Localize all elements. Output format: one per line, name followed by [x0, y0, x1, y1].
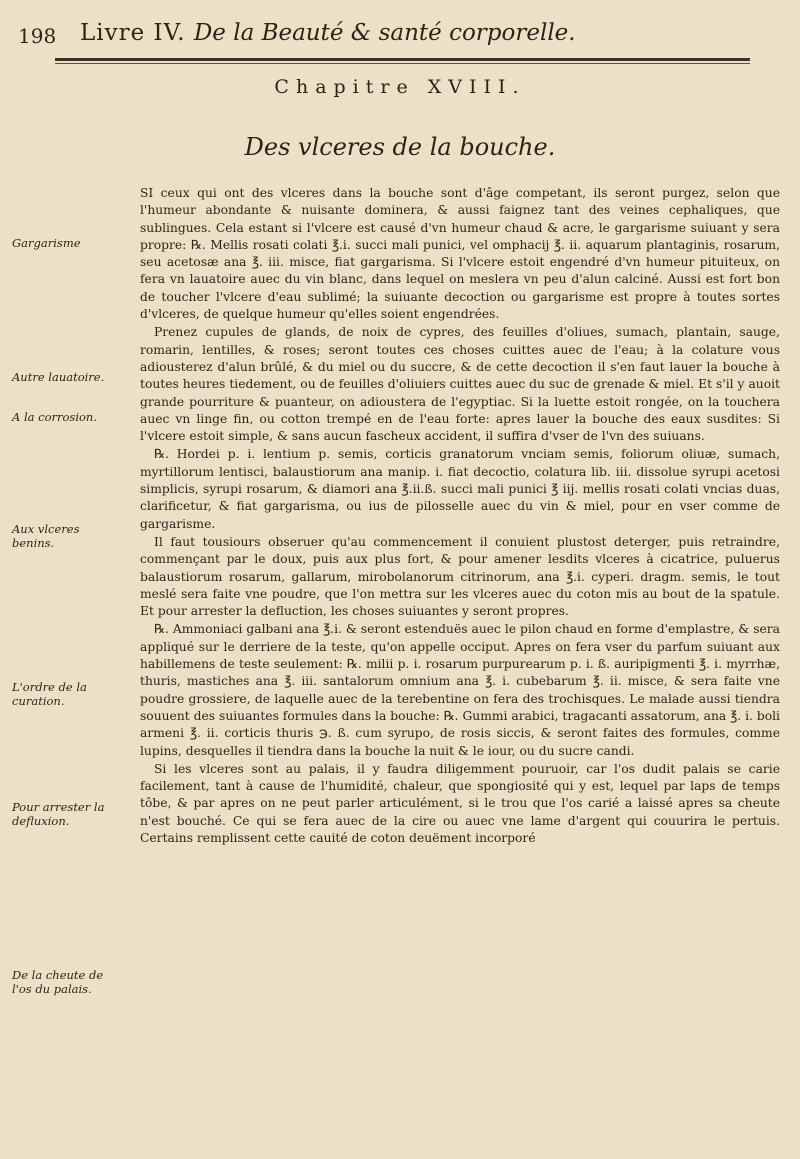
header-rule-thin	[55, 63, 750, 64]
running-title	[80, 20, 576, 46]
margin-note-curation: L'ordre de la curation.	[12, 680, 87, 708]
book-title: De la Beauté & santé corporelle.	[193, 20, 576, 46]
paragraph: SI ceux qui ont des vlceres dans la bouche sont d'âge competant, ils seront purgez, selon que l'humeur abondante & nuisante dominera, & aussi faignez tant des veines cephaliques, que sublingues. Cela estant si l'vlcere est causé d'vn humeur chaud & acre, le gargarisme suiuant y sera propre: ℞. Mellis rosati colati ℥.i. succi mali punici, vel omphacij ℥. ii. aquarum plantaginis, rosarum, seu acetosæ ana ℥. iii. misce, fiat gargarisma. Si l'vlcere estoit engendré d'vn humeur pituiteux, on fera vn lauatoire auec du vin blanc, dans lequel on meslera vn peu d'alun calciné. Aussi est fort bon de toucher l'vlcere d'eau sublimé; la suiuante decoction ou gargarisme est propre à toutes sortes d'vlceres, de quelque humeur qu'elles soient engendrées.	[140, 186, 780, 322]
book-label: Livre IV.	[80, 20, 186, 46]
page-number: 198	[18, 24, 57, 48]
margin-note-corrosion: A la corrosion.	[12, 410, 97, 424]
paragraph: Il faut tousiours obseruer qu'au commencement il conuient plustost deterger, puis retraindre, commençant par le doux, puis aux plus fort, & pour amener lesdits vlceres à cicatrice, puluerus balaustiorum rosarum, gallarum, mirobolanorum citrinorum, ana ℥.i. cyperi. dragm. semis, le tout meslé sera faite vne poudre, que l'on mettra sur les vlceres auec du coton mis au bout de la spatule. Et pour arrester la defluction, les choses suiuantes y seront propres.	[140, 534, 780, 619]
chapter-heading: Chapitre XVIII.	[274, 76, 526, 98]
paragraph: Prenez cupules de glands, de noix de cypres, des feuilles d'oliues, sumach, plantain, sauge, romarin, lentilles, & roses; seront toutes ces choses cuittes auec de l'eau; à la colature vous adiousterez d'alun brûlé, & du miel ou du succre, & de cette decoction il s'en faut lauer la bouche à toutes heures tiedement, ou de feuilles d'oliuiers cuittes auec du suc de grenade & miel. Et s'il y auoit grande pourriture & puanteur, on adioustera de l'egyptiac. Si la luette estoit rongée, on la touchera auec vn linge fin, ou cotton trempé en de l'eau forte: apres lauer la bouche des eaux susdites: Si l'vlcere estoit simple, & sans aucun fascheux accident, il suffira d'vser de l'vn des suiuans.	[140, 325, 780, 444]
paragraph: Si les vlceres sont au palais, il y faudra diligemment pouruoir, car l'os dudit palais se carie facilement, tant à cause de l'humidité, chaleur, que spongiosité qui y est, lequel par laps de temps tôbe, & par apres on ne peut parler articulément, si le trou que l'os carié a laissé apres sa cheute n'est bouché. Ce qui se fera auec de la cire ou auec vne lame d'argent qui couurira le pertuis. Certains remplissent cette cauité de coton deuëment incorporé	[140, 761, 780, 845]
chapter-body	[140, 185, 780, 848]
margin-note-vlceres-benins: Aux vlceres benins.	[12, 522, 80, 550]
chapter-subtitle: Des vlceres de la bouche.	[244, 133, 556, 161]
paragraph: ℞. Ammoniaci galbani ana ℥.i. & seront estenduës auec le pilon chaud en forme d'emplastre, & sera appliqué sur le derriere de la teste, qu'on appelle occiput. Apres on fera vser du parfum suiuant aux habillemens de teste seulement: ℞. milii p. i. rosarum purpurearum p. i. ß. auripigmenti ℥. i. myrrhæ, thuris, mastiches ana ℥. iii. santalorum omnium ana ℥. i. cubebarum ℥. ii. misce, & sera faite vne poudre grossiere, de laquelle auec de la terebentine on fera des trochisques. Le malade aussi tiendra souuent des suiuantes formules dans la bouche: ℞. Gummi arabici, tragacanti assatorum, ana ℥. i. boli armeni ℥. ii. corticis thuris ℈. ß. cum syrupo, de rosis siccis, & seront faites des formules, comme lupins, desquelles il tiendra dans la bouche la nuit & le iour, ou du sucre candi.	[140, 622, 780, 758]
margin-note-gargarisme: Gargarisme	[12, 236, 81, 250]
paragraph: ℞. Hordei p. i. lentium p. semis, corticis granatorum vnciam semis, foliorum oliuæ, sumach, myrtillorum lentisci, balaustiorum ana manip. i. fiat decoctio, colatura lib. iii. dissolue syrupi acetosi simplicis, syrupi rosarum, & diamori ana ℥.ii.ß. succi mali punici ℥ iij. mellis rosati colati vncias duas, clarificetur, & fiat gargarisma, ou ius de pilosselle auec du vin & miel, pour en vser comme de gargarisme.	[140, 447, 780, 531]
header-rule	[55, 58, 750, 61]
margin-note-defluxion: Pour arrester la defluxion.	[12, 800, 105, 828]
margin-note-palais: De la cheute de l'os du palais.	[12, 968, 104, 996]
margin-note-lauatoire: Autre lauatoire.	[12, 370, 105, 384]
running-head	[18, 18, 758, 56]
